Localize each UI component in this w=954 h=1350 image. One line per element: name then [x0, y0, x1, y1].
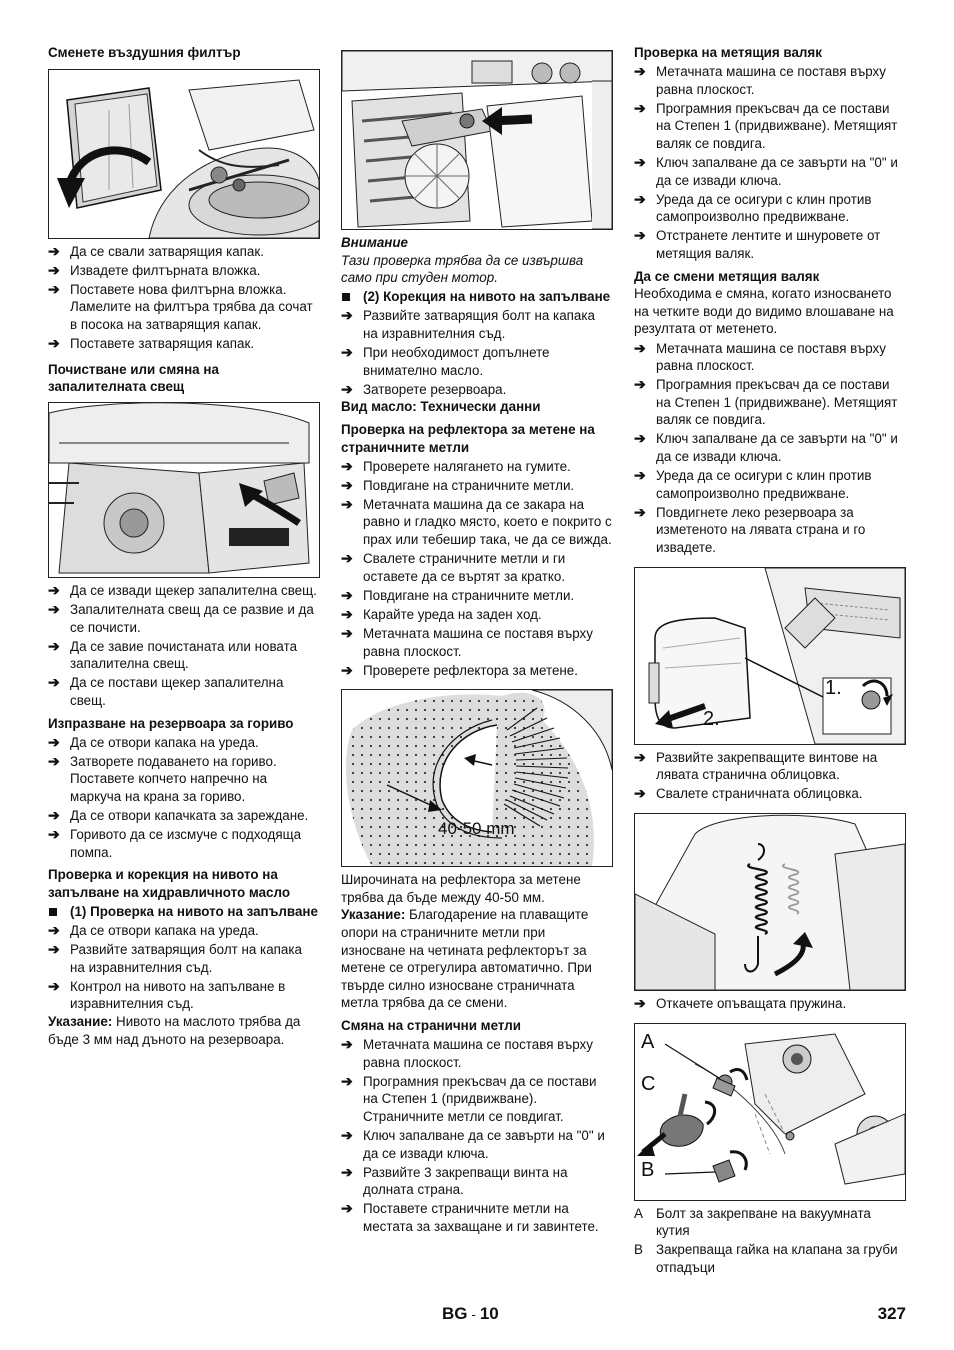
- replace-roller-steps: [634, 340, 906, 557]
- callout-b: B: [641, 1158, 655, 1181]
- list-item: ➔ Проверете налягането на гумите.: [341, 457, 571, 474]
- arrow-right-icon: ➔: [341, 1072, 353, 1089]
- panel-steps: [634, 749, 906, 803]
- heading-replace-roller: Да се смени метящия валяк: [634, 268, 820, 284]
- list-item: ➔ Повдигане на страничните метли.: [341, 476, 575, 493]
- figure-legend: [634, 1205, 906, 1277]
- check-roller-steps: [634, 63, 906, 263]
- spark-plug-steps: [48, 582, 320, 710]
- attention-label: Внимание: [341, 235, 409, 250]
- arrow-right-icon: ➔: [341, 605, 353, 622]
- page-number: 327: [877, 1304, 906, 1323]
- figure-side-panel: [634, 567, 906, 745]
- arrow-right-icon: ➔: [341, 1200, 353, 1217]
- reflector-steps: [341, 458, 613, 680]
- arrow-right-icon: ➔: [48, 637, 60, 654]
- arrow-right-icon: ➔: [48, 806, 60, 823]
- air-filter-steps: [48, 243, 320, 353]
- arrow-right-icon: ➔: [341, 1127, 353, 1144]
- heading-side-brushes: Смяна на странични метли: [341, 1018, 521, 1033]
- arrow-right-icon: ➔: [48, 280, 60, 297]
- list-item: ➔ Програмния прекъсвач да се постави на Степен 1 (придвижване). Метящият валяк се повдига.: [634, 99, 898, 151]
- arrow-right-icon: ➔: [48, 977, 60, 994]
- list-item: ➔ Развийте затварящия болт на капака на изравнителния съд.: [48, 941, 302, 975]
- arrow-right-icon: ➔: [48, 335, 60, 352]
- arrow-right-icon: ➔: [634, 467, 646, 484]
- correction-steps: [341, 307, 613, 398]
- list-item: ➔ Да се свали затварящия капак.: [48, 242, 264, 259]
- figure-spark-plug: [48, 402, 320, 578]
- list-item: ➔ Поставете затварящия капак.: [48, 335, 255, 352]
- footer-language-page: BG - 10: [442, 1304, 499, 1323]
- arrow-right-icon: ➔: [634, 339, 646, 356]
- figure-sweep-pattern: [341, 689, 613, 867]
- arrow-right-icon: ➔: [634, 785, 646, 802]
- list-item: ➔ Развийте закрепващите винтове на лявата странична облицовка.: [634, 748, 878, 783]
- arrow-right-icon: ➔: [48, 733, 60, 750]
- arrow-right-icon: ➔: [341, 624, 353, 641]
- figure-bolts-abc: [634, 1023, 906, 1201]
- oil-type: Вид масло: Технически данни: [341, 399, 541, 415]
- list-item: ➔ Отстранете лентите и шнуровете от метящия валяк.: [634, 227, 881, 262]
- arrow-right-icon: ➔: [48, 826, 60, 843]
- arrow-right-icon: ➔: [48, 674, 60, 691]
- callout-c: C: [641, 1072, 656, 1095]
- arrow-right-icon: ➔: [634, 63, 646, 80]
- reflector-width-text: Широчината на рефлектора за метене трябва да бъде между 40-50 мм.: [341, 872, 581, 905]
- list-item: ➔ Поставете страничните метли на местата за захващане и ги завинтете.: [341, 1200, 599, 1235]
- replace-intro: Необходима е смяна, когато износването на четките води до видимо влошаване на резултата от метенето.: [634, 286, 894, 337]
- list-item: ➔ Програмния прекъсвач да се постави на Степен 1 (придвижване). Метящият валяк се повдига.: [634, 376, 898, 428]
- arrow-right-icon: ➔: [634, 430, 646, 447]
- list-item: ➔ Метачната машина се поставя върху равна плоскост.: [634, 63, 886, 97]
- arrow-right-icon: ➔: [634, 190, 646, 207]
- list-item: ➔ Запалителната свещ да се развие и да се почисти.: [48, 600, 314, 635]
- list-item: ➔ Извадете филтърната вложка.: [48, 261, 261, 278]
- list-item: ➔ Да се отвори капака на уреда.: [48, 733, 259, 750]
- list-item: ➔ Затворете подаването на гориво. Поставете копчето напречно на маркуча на крана за гориво.: [48, 752, 277, 804]
- note-floating-bearings: Указание: Благодарение на плаващите опори на страничните метли при износване на четината рефлекторът за метене се отрегулира автоматично. При твърде силно износване страничната метла трябва да се смени.: [341, 907, 592, 1011]
- callout-a: A: [641, 1030, 655, 1053]
- list-item: ➔ Повдигнете леко резервоара за изметеното на лявата страна и го извадете.: [634, 503, 866, 556]
- arrow-right-icon: ➔: [341, 380, 353, 397]
- list-item: ➔ Да се отвори капака на уреда.: [48, 922, 259, 939]
- dimension-label: 40-50 mm: [438, 819, 515, 839]
- square-bullet-icon: [49, 908, 57, 916]
- list-item: ➔ Ключ запалване да се завърти на "0" и да се извади ключа.: [341, 1127, 605, 1161]
- list-item: ➔ Метачната машина да се закара на равно и гладко място, което е покрито с прах или тебешир така, че да се вижда.: [341, 495, 612, 547]
- list-item: ➔ Метачната машина се поставя върху равна плоскост.: [634, 339, 886, 374]
- section-check-level: (1) Проверка на нивото на запълване: [48, 903, 320, 921]
- arrow-right-icon: ➔: [48, 600, 60, 617]
- heading-air-filter: Сменете въздушния филтър: [48, 45, 241, 60]
- square-bullet-icon: [342, 293, 350, 301]
- arrow-right-icon: ➔: [48, 922, 60, 939]
- arrow-right-icon: ➔: [48, 242, 60, 259]
- list-item: ➔ Метачната машина се поставя върху равна плоскост.: [341, 624, 593, 659]
- list-item: ➔ Проверете рефлектора за метене.: [341, 661, 578, 678]
- list-item: ➔ Горивото да се изсмуче с подходяща помпа.: [48, 826, 302, 860]
- list-item: ➔ Уреда да се осигури с клин против самопроизволно предвижване.: [634, 190, 872, 225]
- arrow-right-icon: ➔: [48, 752, 60, 769]
- list-item: ➔ Развийте 3 закрепващи винта на долната страна.: [341, 1163, 568, 1198]
- list-item: ➔ Свалете страничните метли и ги оставете да се въртят за кратко.: [341, 550, 566, 584]
- list-item: ➔ Повдигане на страничните метли.: [341, 586, 575, 603]
- arrow-right-icon: ➔: [341, 344, 353, 361]
- arrow-right-icon: ➔: [341, 586, 353, 603]
- list-item: ➔ Да се постави щекер запалителна свещ.: [48, 674, 284, 708]
- arrow-right-icon: ➔: [634, 99, 646, 116]
- hydraulic-steps: [48, 922, 320, 1013]
- list-item: ➔ Откачете опъващата пружина.: [634, 994, 847, 1011]
- heading-sweep-reflector: Проверка на рефлектора за метене на страничните метли: [341, 421, 595, 455]
- list-item: ➔ Да се завие почистаната или новата запалителна свещ.: [48, 637, 298, 672]
- heading-check-roller: Проверка на метящия валяк: [634, 45, 822, 60]
- list-item: ➔ Да се извади щекер запалителна свещ.: [48, 581, 317, 598]
- arrow-right-icon: ➔: [341, 476, 353, 493]
- arrow-right-icon: ➔: [634, 376, 646, 393]
- arrow-right-icon: ➔: [634, 227, 646, 244]
- arrow-right-icon: ➔: [48, 581, 60, 598]
- figure-air-filter: [48, 69, 320, 239]
- heading-hydraulic-oil: Проверка и корекция на нивото на запълване на хидравличното масло: [48, 867, 291, 900]
- arrow-right-icon: ➔: [341, 661, 353, 678]
- arrow-right-icon: ➔: [341, 457, 353, 474]
- legend-item: A Болт за закрепване на вакуумната кутия: [634, 1205, 871, 1239]
- step-label-1: 1.: [825, 676, 842, 699]
- list-item: ➔ Ключ запалване да се завърти на "0" и да се извади ключа.: [634, 430, 898, 465]
- legend-item: B Закрепваща гайка на клапана за груби отпадъци: [634, 1242, 898, 1275]
- arrow-right-icon: ➔: [341, 495, 353, 512]
- note-oil-level: Указание: Нивото на маслото трябва да бъде 3 мм над дъното на резервоара.: [48, 1014, 301, 1047]
- column-middle: [341, 44, 613, 1236]
- list-item: ➔ Свалете страничната облицовка.: [634, 785, 863, 802]
- side-brush-steps: [341, 1036, 613, 1236]
- list-item: ➔ Уреда да се осигури с клин против самопроизволно предвижване.: [634, 467, 872, 501]
- list-item: ➔ Карайте уреда на заден ход.: [341, 605, 542, 622]
- list-item: ➔ Да се отвори капачката за зареждане.: [48, 806, 309, 823]
- list-item: ➔ Контрол на нивото на запълване в изравнителния съд.: [48, 977, 286, 1012]
- arrow-right-icon: ➔: [634, 748, 646, 765]
- arrow-right-icon: ➔: [341, 550, 353, 567]
- arrow-right-icon: ➔: [634, 154, 646, 171]
- arrow-right-icon: ➔: [48, 261, 60, 278]
- list-item: ➔ Поставете нова филтърна вложка. Ламелите на филтъра трябва да сочат в посока на затварящия капак.: [48, 280, 313, 332]
- step-label-2: 2.: [703, 707, 720, 730]
- list-item: ➔ Метачната машина се поставя върху равна плоскост.: [341, 1036, 593, 1070]
- list-item: ➔ Ключ запалване да се завърти на "0" и да се извади ключа.: [634, 154, 898, 188]
- section-correct-level: (2) Корекция на нивото на запълване: [341, 288, 613, 306]
- arrow-right-icon: ➔: [634, 503, 646, 520]
- list-item: ➔ Развийте затварящия болт на капака на изравнителния съд.: [341, 307, 595, 341]
- arrow-right-icon: ➔: [341, 1036, 353, 1053]
- arrow-right-icon: ➔: [341, 1163, 353, 1180]
- heading-fuel-tank: Изпразване на резервоара за гориво: [48, 715, 294, 731]
- spring-steps: [634, 995, 906, 1013]
- figure-oil-tank: [341, 50, 613, 230]
- column-left: [48, 44, 320, 1048]
- column-right: [634, 44, 906, 1276]
- list-item: ➔ Програмния прекъсвач да се постави на Степен 1 (придвижване). Страничните метли се повдигат.: [341, 1072, 597, 1124]
- figure-tension-spring: [634, 813, 906, 991]
- arrow-right-icon: ➔: [634, 994, 646, 1011]
- fuel-steps: [48, 734, 320, 862]
- arrow-right-icon: ➔: [48, 941, 60, 958]
- list-item: ➔ Затворете резервоара.: [341, 380, 507, 397]
- heading-spark-plug: Почистване или смяна на запалителната свещ: [48, 361, 219, 395]
- arrow-right-icon: ➔: [341, 307, 353, 324]
- list-item: ➔ При необходимост допълнете внимателно масло.: [341, 344, 550, 378]
- attention-text: Тази проверка трябва да се извършва само при студен мотор.: [341, 252, 584, 286]
